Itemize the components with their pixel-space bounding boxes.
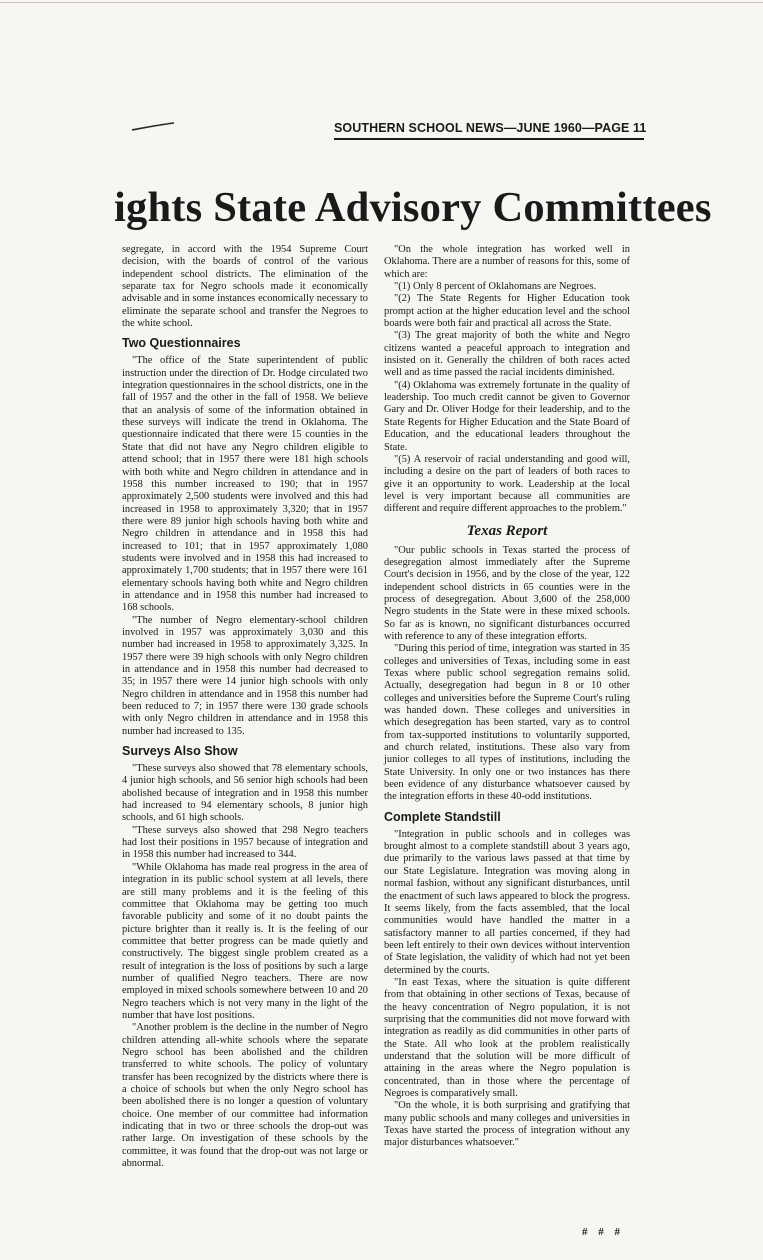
- pen-stroke-mark: [131, 122, 175, 132]
- subheading: Surveys Also Show: [122, 744, 238, 759]
- paragraph: "On the whole, it is both surprising and gratifying that many public schools and many colleges and universities in Texas have started the process of integration without any major disturbances whatsoever.": [384, 1100, 630, 1149]
- paragraph: "The office of the State superintendent of public instruction under the direction of Dr. Hodge circulated two integration questionnaires in the school districts, one in the fall of 1957 and the other in the fall of 1958. We believe that an analysis of some of the information obtained in these surveys will indicate the trend in Oklahoma. The questionnaire indicated that there were 15 counties in the State that did not have any Negro children eligible to attend school; that in 1957 there were 181 high schools with both white and Negro children in attendance and in 1958 this number increased to 190; that in 1957 approximately 2,500 students were involved and this had increased in 1958 to approximately 3,320; that in 1957 there were 89 junior high schools having both white and Negro children in attendance and in 1958 this had increased to 101; that in 1957 approximately 1,080 students were involved and in 1958 this had increased to approximately 1,700 students; that in 1957 there were 161 elementary schools having both white and Negro children in attendance and in 1958 this number had increased to 168 schools.: [122, 355, 368, 614]
- paragraph: "During this period of time, integration was started in 35 colleges and universities of Texas, including some in east Texas where public school segregation remains solid. Actually, desegregation had begun in 8 or 10 other colleges and universities before the Supreme Court's ruling was handed down. These colleges and universities in which desegregation has been started, vary as to control from tax-supported institutions to voluntarily supported, and church related, institutions. These also vary from junior colleges to all types of institutions, including the State University. In only one or two instances has there been evidence of any disturbance whatsoever caused by the integration efforts in these 40-odd institutions.: [384, 643, 630, 803]
- paragraph: "(1) Only 8 percent of Oklahomans are Negroes.: [394, 281, 597, 293]
- paragraph: "The number of Negro elementary-school children involved in 1957 was approximately 3,030 and this number had increased in 1958 to approximately 3,325. In 1957 there were 39 high schools with only Negro children in attendance and in 1958 this number had decreased to 35; in 1957 there were 14 junior high schools with only Negro children in attendance and in 1958 this number had been reduced to 7; in 1957 there were 130 grade schools with only Negro children in attendance and in 1958 this number had increased to 135.: [122, 614, 368, 737]
- top-edge-rule: [0, 2, 763, 3]
- end-of-article-mark: # # #: [582, 1226, 624, 1238]
- subheading: Texas Report: [466, 522, 548, 539]
- left-column: [122, 244, 368, 1170]
- right-column: [384, 244, 630, 1150]
- paragraph: "(4) Oklahoma was extremely fortunate in the quality of leadership. Too much credit cannot be given to Governor Gary and Dr. Oliver Hodge for their leadership, and to the State Regents for Higher Education and the State Board of Education, and the educational leaders throughout the State.: [384, 379, 630, 453]
- paragraph: "On the whole integration has worked well in Oklahoma. There are a number of reasons for this, some of which are:: [384, 244, 630, 280]
- paragraph: "Integration in public schools and in colleges was brought almost to a complete standstill about 3 years ago, due primarily to the various laws passed at that time by our State Legislature. Integration was moving along in normal fashion, without any significant disturbances, until the enactment of such laws appeared to block the progress. It seems likely, from the facts assembled, that the local communities would have handled the matter in a satisfactory manner to all parties concerned, if they had been left entirely to their own devices without intervention of State legislation, the validity of which had not yet been determined by the courts.: [384, 828, 630, 976]
- paragraph: "(5) A reservoir of racial understanding and good will, including a desire on the part of leaders of both races to give it an opportunity to work. Leadership at the local level is very important because all communities are different and require different approaches to the problem.": [384, 453, 630, 515]
- paragraph: "Our public schools in Texas started the process of desegregation almost immediately after the Supreme Court's decision in 1956, and by the close of the year, 122 independent school districts in 65 counties were in the process of desegregation. About 3,600 of the 258,000 Negro students in the State were in these mixed schools. So far as is known, no significant disturbances occurred with reference to any of these integration efforts.: [384, 544, 630, 642]
- paragraph: segregate, in accord with the 1954 Supreme Court decision, with the boards of control of the various independent school districts. The elimination of the separate tax for Negro schools made it economically advisable and in some instances economically necessary to eliminate the separate school and transfer the Negroes to the white school.: [122, 244, 368, 330]
- subheading: Two Questionnaires: [122, 336, 241, 351]
- article-headline: ights State Advisory Committees: [114, 184, 712, 231]
- paragraph: "While Oklahoma has made real progress in the area of integration in its public school system at all levels, there are still many problems and it is the feeling of this committee that Oklahoma may be getting too much favorable publicity and some of it no doubt paints the picture brighter than it really is. It is the feeling of our committee that better progress can be made quietly and constructively. The biggest single problem created as a result of integration is the loss of positions by such a large number of qualified Negro teachers. There are now employed in mixed schools somewhere between 10 and 20 Negro teachers which is not very many in the light of the number that have lost positions.: [122, 861, 368, 1021]
- paragraph: "(2) The State Regents for Higher Education took prompt action at the higher education level and the school boards were both fair and practical all across the State.: [384, 293, 630, 330]
- paragraph: "These surveys also showed that 78 elementary schools, 4 junior high schools, and 56 senior high schools had been abolished because of integration and in 1958 this number had increased to 94 elementary schools, 8 junior high schools, and 61 high schools.: [122, 763, 368, 824]
- paragraph: "These surveys also showed that 298 Negro teachers had lost their positions in 1957 because of integration and in 1958 this number had increased to 344.: [122, 824, 368, 861]
- paragraph: "Another problem is the decline in the number of Negro children attending all-white schools where the separate Negro school has been abolished and the children transferred to white schools. The policy of voluntary transfer has been recognized by the districts where there is a choice of schools but when the only Negro school has been abolished there is no longer a question of voluntary choice. One member of our committee had information indicating that in two or three schools the drop-out was rather large. On investigation of these schools by the committee, it was found that the drop-out was not large or abnormal.: [122, 1022, 368, 1170]
- paragraph: "In east Texas, where the situation is quite different from that obtaining in other sections of Texas, because of the heavy concentration of Negro population, it is not surprising that the communities did not move forward with integration as readily as did communities in other parts of the State. All who look at the problem realistically understand that the solution will be more difficult of attaining in the areas where the Negro population is concentrated, than in those where the percentage of Negroes is comparatively small.: [384, 976, 630, 1099]
- subheading: Complete Standstill: [384, 809, 501, 824]
- running-head: SOUTHERN SCHOOL NEWS—JUNE 1960—PAGE 11: [334, 121, 644, 140]
- paragraph: "(3) The great majority of both the white and Negro citizens wanted a peaceful approach to integration and insisted on it. Generally the children of both races acted well and as time passed the racial incidents diminished.: [384, 330, 630, 379]
